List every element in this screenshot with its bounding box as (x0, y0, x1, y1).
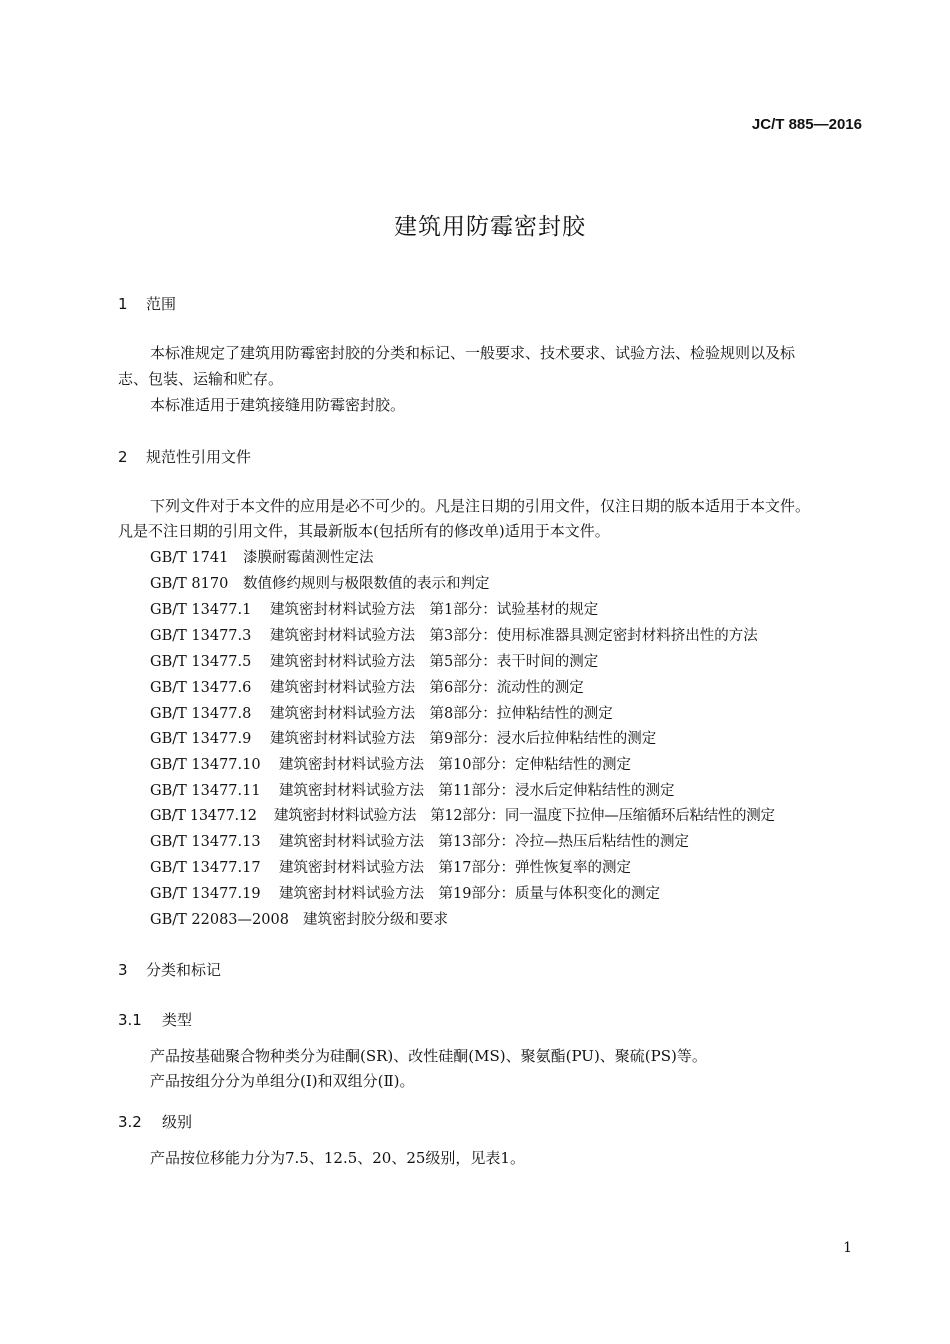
reference-title: 建筑密封材料试验方法 第19部分：质量与体积变化的测定 (279, 886, 660, 902)
subsection-title: 类型 (162, 1011, 193, 1029)
reference-title: 建筑密封材料试验方法 第1部分：试验基材的规定 (270, 602, 599, 618)
reference-code: GB/T 22083—2008 (150, 912, 289, 928)
section-3-1-heading (118, 1009, 192, 1030)
section-number: 3 (118, 961, 128, 979)
section-number: 2 (118, 448, 128, 466)
reference-item (150, 650, 598, 671)
reference-item (150, 572, 490, 593)
reference-item (150, 804, 775, 825)
reference-item (150, 882, 660, 903)
reference-item (150, 753, 631, 774)
section-title: 分类和标记 (146, 961, 222, 979)
section-1-para1-line2: 志、包装、运输和贮存。 (118, 370, 284, 388)
reference-item (150, 908, 448, 929)
reference-title: 建筑密封材料试验方法 第6部分：流动性的测定 (270, 680, 584, 696)
section-3-1-line1: 产品按基础聚合物种类分为硅酮(SR)、改性硅酮(MS)、聚氨酯(PU)、聚硫(PS)等。 (150, 1047, 707, 1065)
reference-item (150, 727, 656, 748)
reference-title: 建筑密封材料试验方法 第10部分：定伸粘结性的测定 (279, 757, 631, 773)
reference-code: GB/T 1741 (150, 550, 229, 566)
reference-title: 建筑密封材料试验方法 第3部分：使用标准器具测定密封材料挤出性的方法 (270, 628, 758, 644)
section-2-intro-line1: 下列文件对于本文件的应用是必不可少的。凡是注日期的引用文件，仅注日期的版本适用于本文件。 (150, 497, 811, 515)
section-number: 1 (118, 295, 128, 313)
reference-item (150, 676, 584, 697)
reference-code: GB/T 13477.3 (150, 628, 252, 644)
reference-title: 建筑密封材料试验方法 第11部分：浸水后定伸粘结性的测定 (279, 783, 675, 799)
reference-code: GB/T 13477.11 (150, 783, 261, 799)
reference-title: 建筑密封材料试验方法 第13部分：冷拉—热压后粘结性的测定 (279, 834, 689, 850)
reference-title: 建筑密封材料试验方法 第12部分：同一温度下拉伸—压缩循环后粘结性的测定 (274, 808, 775, 824)
reference-item (150, 702, 613, 723)
reference-title: 建筑密封材料试验方法 第5部分：表干时间的测定 (270, 654, 599, 670)
reference-title: 建筑密封材料试验方法 第17部分：弹性恢复率的测定 (279, 860, 631, 876)
subsection-number: 3.2 (118, 1113, 142, 1131)
subsection-title: 级别 (162, 1113, 193, 1131)
reference-code: GB/T 13477.19 (150, 886, 261, 902)
section-3-2-line1: 产品按位移能力分为7.5、12.5、20、25级别，见表1。 (150, 1149, 525, 1167)
reference-code: GB/T 13477.6 (150, 680, 252, 696)
reference-code: GB/T 8170 (150, 576, 229, 592)
reference-item (150, 624, 758, 645)
reference-item (150, 830, 689, 851)
section-title: 规范性引用文件 (146, 448, 252, 466)
section-3-1-line2: 产品按组分分为单组分(Ⅰ)和双组分(Ⅱ)。 (150, 1072, 415, 1090)
reference-item (150, 779, 674, 800)
section-2-intro-line2: 凡是不注日期的引用文件，其最新版本(包括所有的修改单)适用于本文件。 (118, 522, 610, 540)
reference-code: GB/T 13477.9 (150, 731, 252, 747)
reference-title: 数值修约规则与极限数值的表示和判定 (243, 576, 490, 592)
reference-title: 漆膜耐霉菌测性定法 (243, 550, 374, 566)
reference-code: GB/T 13477.17 (150, 860, 261, 876)
reference-code: GB/T 13477.13 (150, 834, 261, 850)
subsection-number: 3.1 (118, 1011, 142, 1029)
reference-title: 建筑密封材料试验方法 第8部分：拉伸粘结性的测定 (270, 706, 613, 722)
reference-code: GB/T 13477.8 (150, 706, 252, 722)
reference-title: 建筑密封胶分级和要求 (303, 912, 448, 928)
section-title: 范围 (146, 295, 177, 313)
section-3-2-heading (118, 1111, 192, 1132)
section-1-para1-line1: 本标准规定了建筑用防霉密封胶的分类和标记、一般要求、技术要求、试验方法、检验规则以及标 (150, 344, 796, 362)
reference-code: GB/T 13477.10 (150, 757, 261, 773)
section-2-heading (118, 446, 251, 467)
reference-item (150, 546, 374, 567)
page-number: 1 (843, 1240, 852, 1256)
section-1-heading (118, 293, 176, 314)
section-1-para2: 本标准适用于建筑接缝用防霉密封胶。 (150, 396, 406, 414)
standard-number: JC/T 885—2016 (751, 116, 862, 133)
reference-code: GB/T 13477.1 (150, 602, 252, 618)
section-3-heading (118, 959, 221, 980)
reference-code: GB/T 13477.5 (150, 654, 252, 670)
reference-item (150, 856, 631, 877)
reference-code: GB/T 13477.12 (150, 808, 257, 824)
document-title: 建筑用防霉密封胶 (394, 214, 586, 240)
reference-title: 建筑密封材料试验方法 第9部分：浸水后拉伸粘结性的测定 (270, 731, 657, 747)
reference-item (150, 598, 598, 619)
